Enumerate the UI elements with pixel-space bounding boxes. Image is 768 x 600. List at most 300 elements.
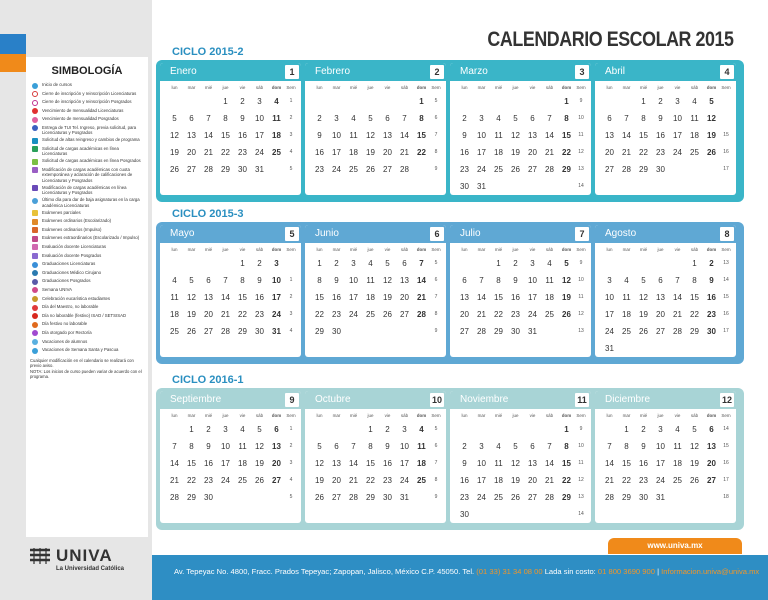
week-number: 2: [289, 443, 293, 449]
week-number: 4: [289, 149, 293, 155]
week-number: [720, 506, 732, 523]
day-cell: 11: [494, 459, 503, 468]
legend-note: [26, 356, 148, 382]
day-cell: 15: [238, 293, 247, 302]
day-cell: 4: [692, 97, 697, 106]
day-cell: [268, 161, 285, 178]
day-cell: 4: [675, 425, 680, 434]
week-number: 5: [289, 166, 293, 172]
month-card: [450, 391, 591, 523]
day-cell: 19: [315, 476, 324, 485]
day-cell: 25: [349, 165, 358, 174]
day-cell: 4: [496, 114, 501, 123]
day-cell: 21: [605, 476, 614, 485]
legend-item: [30, 347, 145, 354]
day-cell: 30: [383, 493, 392, 502]
day-cell: [217, 506, 234, 523]
pencil-icon: [30, 227, 39, 234]
footer-tel[interactable]: (01 33) 31 34 08 00: [476, 567, 543, 576]
month-grid: [305, 409, 446, 523]
day-cell: 12: [383, 276, 392, 285]
legend-item: [30, 99, 145, 106]
page-title: CALENDARIO ESCOLAR 2015: [487, 28, 734, 51]
day-cell: 13: [204, 293, 213, 302]
legend-item-label: Día otorgado por Rectoría: [42, 329, 92, 335]
day-cell: 10: [221, 442, 230, 451]
ring-icon: [30, 91, 39, 98]
month-header: [305, 391, 446, 409]
day-cell: 20: [332, 476, 341, 485]
day-cell: [379, 340, 396, 357]
day-cell: 5: [641, 276, 646, 285]
day-cell: 1: [496, 259, 501, 268]
day-cell: 8: [368, 442, 373, 451]
weekday-header: mar: [477, 413, 486, 418]
day-cell: 21: [477, 310, 486, 319]
day-cell: 29: [366, 493, 375, 502]
day-cell: 20: [707, 459, 716, 468]
day-cell: 23: [460, 165, 469, 174]
day-cell: 19: [690, 459, 699, 468]
day-cell: 1: [317, 259, 322, 268]
week-number: 1: [289, 98, 293, 104]
day-cell: 16: [511, 293, 520, 302]
weekday-header: jue: [657, 85, 664, 90]
day-cell: 25: [272, 148, 281, 157]
day-cell: 18: [272, 131, 281, 140]
day-cell: 28: [417, 310, 426, 319]
week-number: 9: [579, 426, 583, 432]
day-cell: 18: [170, 310, 179, 319]
day-cell: 26: [170, 165, 179, 174]
day-cell: 7: [223, 276, 228, 285]
weekday-header: lun: [461, 247, 468, 252]
week-number: 9: [434, 166, 438, 172]
week-number: 1: [289, 277, 293, 283]
day-cell: 1: [624, 425, 629, 434]
footer-free-label: Lada sin costo:: [544, 567, 596, 576]
day-cell: [200, 178, 217, 195]
legend-item-label: Vencimiento de mensualidad Posgrados: [42, 116, 119, 122]
weekday-header: jue: [512, 247, 519, 252]
day-cell: [311, 93, 328, 110]
month-header: [595, 63, 736, 81]
day-cell: 4: [547, 259, 552, 268]
day-cell: 20: [605, 148, 614, 157]
legend-item-label: Evaluación docente Licenciaturas: [42, 243, 107, 249]
day-cell: [166, 340, 183, 357]
day-cell: 14: [204, 131, 213, 140]
day-cell: [669, 506, 686, 523]
legend-item-label: Celebración eucarística estudiantes: [42, 295, 111, 301]
weekday-header: Sem: [721, 247, 731, 252]
weekday-header: Sem: [286, 85, 296, 90]
day-cell: [669, 161, 686, 178]
weekday-header: jue: [512, 85, 519, 90]
legend-item: [30, 227, 145, 234]
day-cell: 1: [564, 425, 569, 434]
day-cell: 21: [545, 148, 554, 157]
day-cell: 29: [221, 165, 230, 174]
day-cell: 29: [690, 327, 699, 336]
day-cell: 4: [419, 425, 424, 434]
day-cell: [234, 178, 251, 195]
week-number: 16: [723, 460, 729, 466]
day-cell: 11: [272, 114, 281, 123]
day-cell: [490, 93, 507, 110]
weekday-header: mar: [477, 85, 486, 90]
weekday-header: lun: [171, 85, 178, 90]
day-cell: 29: [622, 493, 631, 502]
footer-email[interactable]: Informacion.univa@univa.mx: [661, 567, 760, 576]
square-icon: [30, 137, 39, 144]
legend-note-2: NOTA: Los inicios de curso pueden variar de acuerdo con el programa.: [30, 368, 142, 379]
flower-icon: [30, 304, 39, 311]
day-cell: 27: [528, 493, 537, 502]
gift-icon: [30, 330, 39, 337]
cycle-label: CICLO 2015-2: [172, 46, 244, 58]
month-header: [305, 225, 446, 243]
legend-item-label: Exámenes ordinarios (Escolarizado): [42, 218, 112, 224]
day-cell: [686, 340, 703, 357]
day-cell: 19: [511, 148, 520, 157]
day-cell: [362, 93, 379, 110]
day-cell: 24: [349, 310, 358, 319]
weekday-header: dom: [561, 247, 572, 252]
day-cell: 22: [315, 310, 324, 319]
month-name: Diciembre: [605, 394, 651, 405]
legend-item: [30, 167, 145, 183]
day-cell: 5: [317, 442, 322, 451]
legend-item-label: Evaluación docente Posgrados: [42, 252, 102, 258]
day-cell: 20: [460, 310, 469, 319]
day-cell: 3: [334, 114, 339, 123]
day-cell: 27: [605, 165, 614, 174]
day-cell: 28: [545, 165, 554, 174]
day-cell: 1: [189, 425, 194, 434]
day-cell: 19: [366, 148, 375, 157]
day-cell: 8: [564, 114, 569, 123]
month-name: Octubre: [315, 394, 351, 405]
day-cell: [686, 506, 703, 523]
day-cell: 9: [317, 131, 322, 140]
day-cell: 23: [460, 493, 469, 502]
weekday-header: lun: [316, 247, 323, 252]
day-cell: 25: [238, 476, 247, 485]
pencil-icon: [30, 218, 39, 225]
day-cell: 16: [460, 476, 469, 485]
day-cell: 21: [221, 310, 230, 319]
month-header: [450, 225, 591, 243]
day-cell: 7: [419, 259, 424, 268]
week-number: [285, 340, 297, 357]
weekday-header: vie: [239, 247, 246, 252]
day-cell: [166, 506, 183, 523]
weekday-header: dom: [561, 413, 572, 418]
day-cell: 14: [221, 293, 230, 302]
day-cell: 26: [187, 327, 196, 336]
day-cell: 1: [564, 97, 569, 106]
day-cell: [669, 340, 686, 357]
weekday-header: mié: [639, 247, 648, 252]
day-cell: 25: [673, 476, 682, 485]
weekday-header: lun: [606, 413, 613, 418]
day-cell: [311, 340, 328, 357]
day-cell: 13: [528, 459, 537, 468]
day-cell: 3: [223, 425, 228, 434]
day-cell: [345, 506, 362, 523]
day-cell: 9: [240, 114, 245, 123]
day-cell: [524, 421, 541, 438]
day-cell: 5: [564, 259, 569, 268]
day-cell: 25: [622, 327, 631, 336]
day-cell: [558, 340, 575, 357]
week-number: [430, 340, 442, 357]
day-cell: 14: [545, 459, 554, 468]
day-cell: [413, 178, 430, 195]
month-card: [305, 391, 446, 523]
day-cell: 24: [656, 476, 665, 485]
day-cell: [507, 421, 524, 438]
month-card: [595, 391, 736, 523]
day-cell: 4: [368, 259, 373, 268]
day-cell: [601, 178, 618, 195]
day-cell: 17: [332, 148, 341, 157]
day-cell: 7: [351, 442, 356, 451]
day-cell: 14: [170, 459, 179, 468]
week-number: 2: [289, 115, 293, 121]
legend-item-label: Vacaciones de Semana Santa y Pascua: [42, 347, 119, 353]
day-cell: 29: [562, 165, 571, 174]
legend-item-label: Solicitud de cargas académicas en línea Licenciaturas: [42, 145, 119, 157]
day-cell: 12: [511, 131, 520, 140]
day-cell: [362, 506, 379, 523]
day-cell: 18: [494, 476, 503, 485]
weekday-header: lun: [461, 413, 468, 418]
day-cell: 5: [172, 114, 177, 123]
legend-item: [30, 235, 145, 242]
day-cell: 18: [349, 148, 358, 157]
week-number: 12: [578, 311, 584, 317]
day-cell: 8: [240, 276, 245, 285]
weekday-header: vie: [674, 85, 681, 90]
day-cell: [345, 421, 362, 438]
week-number: 4: [289, 328, 293, 334]
day-cell: 10: [272, 276, 281, 285]
weekday-header: mié: [204, 413, 213, 418]
day-cell: 11: [366, 276, 375, 285]
day-cell: [541, 178, 558, 195]
week-number: 15: [723, 294, 729, 300]
week-number: 10: [578, 115, 584, 121]
day-cell: 12: [255, 442, 264, 451]
month-card: [450, 225, 591, 357]
legend-item: [30, 137, 145, 144]
day-cell: [166, 255, 183, 272]
day-cell: 18: [545, 293, 554, 302]
day-cell: 16: [460, 148, 469, 157]
day-cell: [601, 421, 618, 438]
day-cell: [234, 340, 251, 357]
day-cell: 10: [605, 293, 614, 302]
cap-icon: [30, 261, 39, 268]
weekday-header: vie: [674, 247, 681, 252]
weekday-header: lun: [316, 85, 323, 90]
day-cell: 13: [383, 131, 392, 140]
legend-item: [30, 330, 145, 337]
day-cell: 9: [658, 114, 663, 123]
week-number: 3: [289, 311, 293, 317]
legend-title: SIMBOLOGÍA: [51, 65, 123, 77]
day-cell: [379, 93, 396, 110]
day-cell: [618, 93, 635, 110]
weekday-header: vie: [384, 413, 391, 418]
website-link[interactable]: www.univa.mx: [608, 538, 742, 554]
day-cell: 23: [204, 476, 213, 485]
day-cell: 12: [562, 276, 571, 285]
day-cell: [541, 340, 558, 357]
month-grid: [160, 243, 301, 357]
week-number: 9: [434, 494, 438, 500]
day-cell: 16: [639, 459, 648, 468]
weekday-header: dom: [416, 85, 427, 90]
month-number: 3: [575, 65, 589, 79]
day-cell: 6: [530, 114, 535, 123]
week-number: 7: [434, 460, 438, 466]
day-cell: [524, 506, 541, 523]
day-cell: 31: [528, 327, 537, 336]
day-cell: 5: [709, 97, 714, 106]
day-cell: 28: [400, 165, 409, 174]
legend-item: [30, 270, 145, 277]
day-cell: 1: [419, 97, 424, 106]
month-number: 12: [721, 395, 732, 405]
month-grid: [595, 409, 736, 523]
day-cell: 25: [366, 310, 375, 319]
day-cell: [456, 340, 473, 357]
day-cell: 28: [349, 493, 358, 502]
day-cell: 26: [255, 476, 264, 485]
day-cell: 23: [639, 476, 648, 485]
day-cell: 24: [221, 476, 230, 485]
day-cell: 17: [255, 131, 264, 140]
legend-item-label: Exámenes parciales: [42, 209, 81, 215]
day-cell: 23: [383, 476, 392, 485]
weekday-header: sáb: [545, 413, 554, 418]
weekday-header: vie: [674, 413, 681, 418]
day-cell: 30: [332, 327, 341, 336]
legend-item-label: Exámenes extraordinarios (Escolarizado / Impulso): [42, 235, 140, 241]
univa-logo: [28, 546, 146, 572]
day-cell: [703, 506, 720, 523]
day-cell: [618, 340, 635, 357]
day-cell: 7: [206, 114, 211, 123]
week-number: 14: [723, 277, 729, 283]
day-cell: 6: [206, 276, 211, 285]
chalice-icon: [30, 296, 39, 303]
day-cell: 10: [477, 131, 486, 140]
day-cell: 21: [622, 148, 631, 157]
day-cell: 17: [477, 476, 486, 485]
day-cell: 3: [351, 259, 356, 268]
month-name: Abril: [605, 66, 626, 77]
legend-item: [30, 82, 145, 89]
weekday-header: dom: [271, 247, 282, 252]
day-cell: 25: [545, 310, 554, 319]
week-number: 12: [578, 477, 584, 483]
day-cell: [396, 506, 413, 523]
weekday-header: Sem: [721, 413, 731, 418]
day-cell: [328, 506, 345, 523]
day-cell: 17: [605, 310, 614, 319]
weekday-header: lun: [461, 85, 468, 90]
legend-item-label: Cierre de inscripción y reinscripción Posgrados: [42, 99, 132, 105]
week-number: 13: [578, 494, 584, 500]
week-number: [720, 178, 732, 195]
day-cell: [166, 93, 183, 110]
week-number: 15: [723, 443, 729, 449]
footer-address: Av. Tepeyac No. 4800, Fracc. Prados Tepeyac; Zapopan, Jalisco, México C.P. 45050.: [174, 567, 461, 576]
pencil-icon: [30, 235, 39, 242]
day-cell: [396, 340, 413, 357]
day-cell: 22: [366, 476, 375, 485]
day-cell: 24: [255, 148, 264, 157]
month-grid: [305, 243, 446, 357]
weekday-header: mar: [622, 247, 631, 252]
week-number: [285, 178, 297, 195]
day-cell: 30: [511, 327, 520, 336]
day-cell: 28: [545, 493, 554, 502]
square-icon: [30, 158, 39, 165]
day-cell: 23: [656, 148, 665, 157]
day-cell: [328, 93, 345, 110]
footer-free-number[interactable]: 01 800 3690 900: [597, 567, 655, 576]
month-grid: [450, 81, 591, 195]
day-cell: 11: [349, 131, 358, 140]
weekday-header: mar: [477, 247, 486, 252]
day-cell: 11: [170, 293, 179, 302]
day-cell: 22: [562, 476, 571, 485]
weekday-header: mar: [332, 413, 341, 418]
day-cell: 4: [624, 276, 629, 285]
sun-icon: [30, 313, 39, 320]
legend-item-label: Graduaciones Posgrados: [42, 278, 91, 284]
pencil-icon: [30, 244, 39, 251]
pencil-icon: [30, 253, 39, 260]
legend-item: [30, 158, 145, 165]
months-row: [160, 63, 740, 195]
weekday-header: jue: [222, 85, 229, 90]
day-cell: 30: [639, 493, 648, 502]
day-cell: 10: [400, 442, 409, 451]
blue-accent-band: [0, 34, 26, 54]
weekday-header: dom: [706, 247, 717, 252]
day-cell: 2: [462, 442, 467, 451]
day-cell: [200, 340, 217, 357]
day-cell: [217, 255, 234, 272]
week-number: [575, 340, 587, 357]
day-cell: 30: [460, 510, 469, 519]
day-cell: 24: [332, 165, 341, 174]
legend-note-1: Cualquier modificación en el calendario se realizará con previo aviso.: [30, 357, 134, 369]
day-cell: 8: [692, 276, 697, 285]
day-cell: [413, 161, 430, 178]
day-cell: [524, 340, 541, 357]
month-card: [595, 225, 736, 357]
day-cell: [456, 93, 473, 110]
day-cell: 30: [707, 327, 716, 336]
day-cell: 17: [477, 148, 486, 157]
